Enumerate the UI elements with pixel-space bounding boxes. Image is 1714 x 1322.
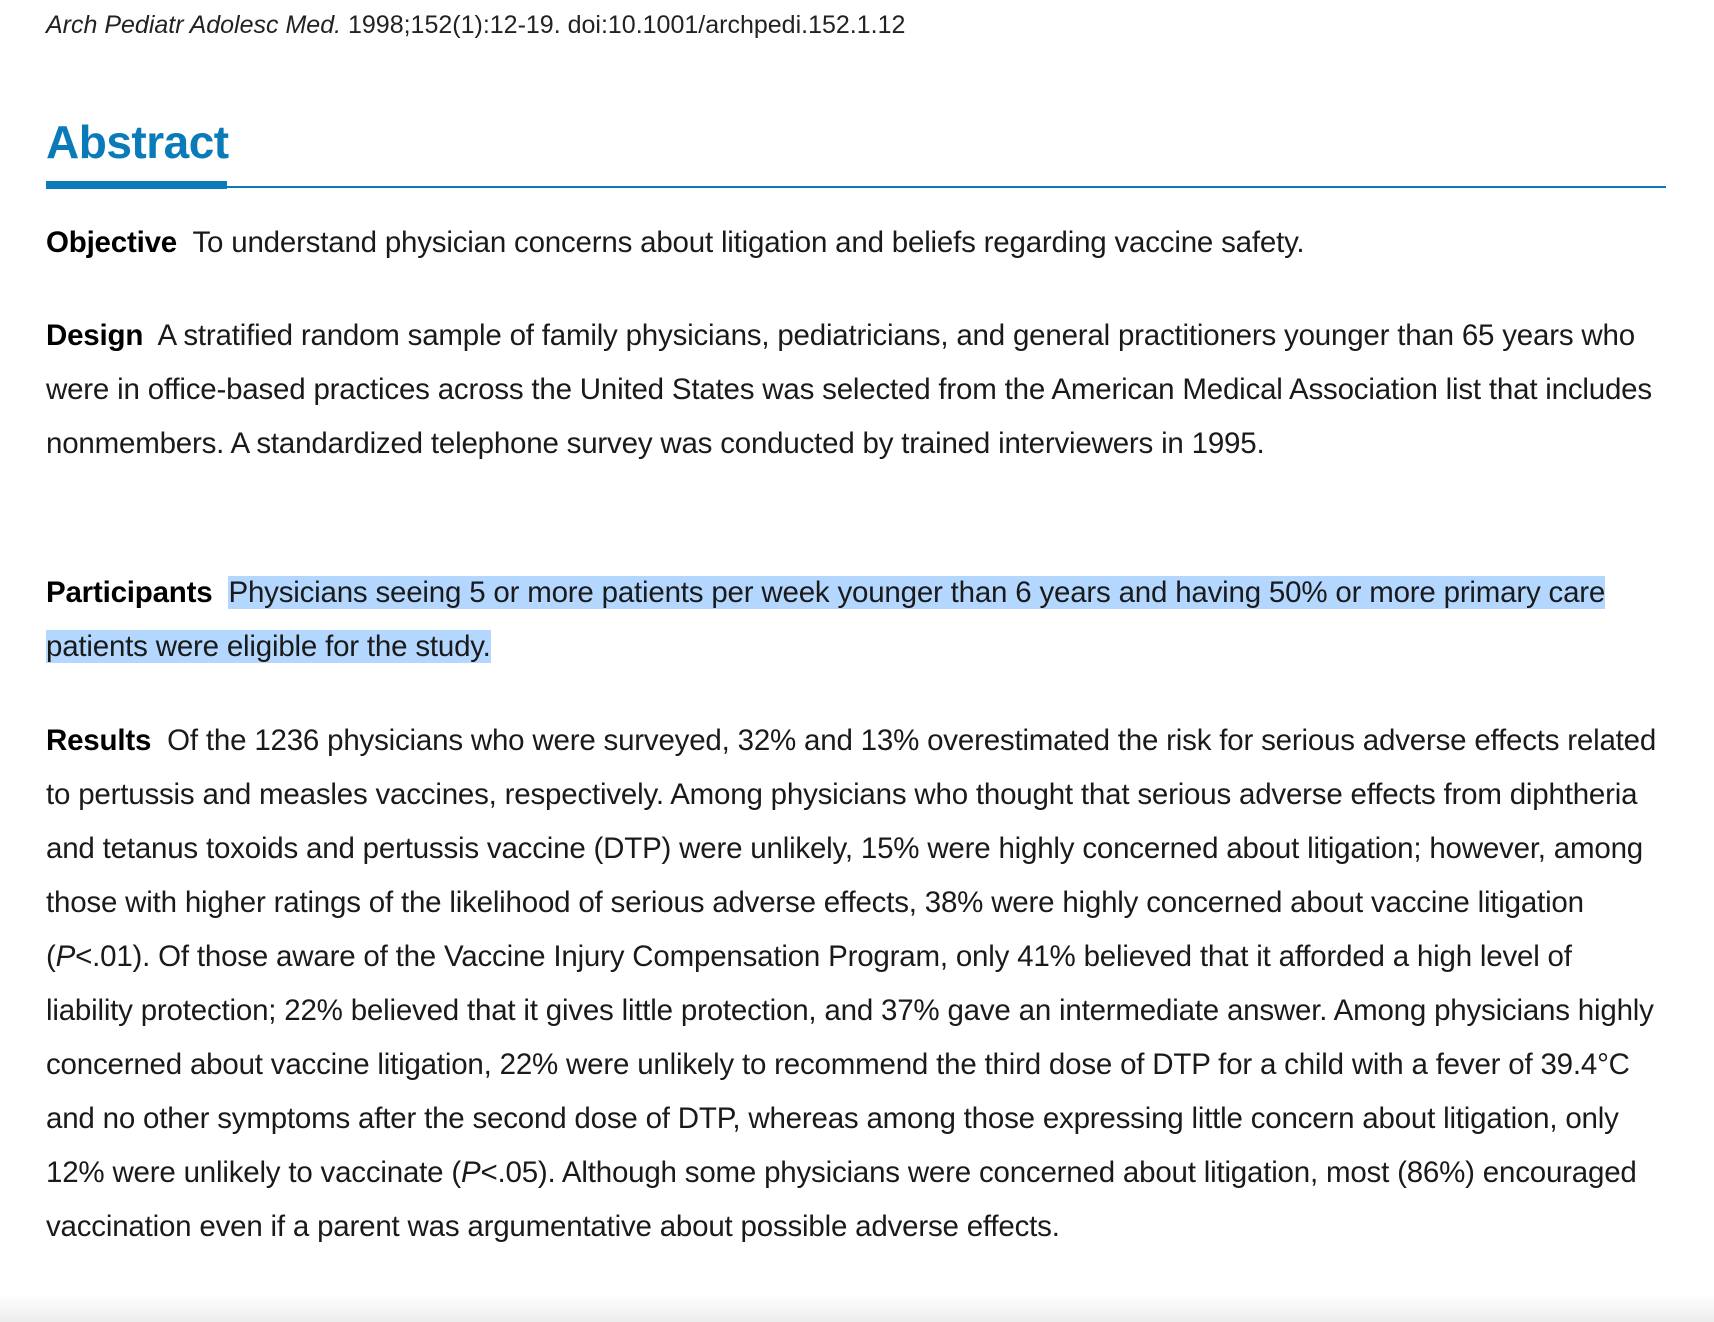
- section-label-results: Results: [46, 724, 152, 757]
- section-label-objective: Objective: [46, 226, 178, 259]
- abstract-title: Abstract: [46, 116, 229, 168]
- section-text-results-2: <.01). Of those aware of the Vaccine Injury Compensation Program, only 41% believed that it afforded a high level of liability protection; 22% believed that it gives little protection, and 37% gave an intermediate answer. Among physicians highly concerned about vaccine litigation, 22% were unlikely to recommend the third dose of DTP for a child with a fever of 39.4°C and no other symptoms after the second dose of DTP, whereas among those expressing little concern about litigation, only 12% were unlikely to vaccinate (: [46, 940, 1654, 1189]
- section-objective: [46, 216, 1666, 270]
- p-value-symbol-2: P: [461, 1156, 481, 1189]
- section-design: [46, 309, 1666, 471]
- section-label-design: Design: [46, 319, 144, 352]
- section-results: [46, 714, 1666, 1254]
- abstract-header: [46, 114, 1666, 190]
- section-label-participants: Participants: [46, 576, 213, 609]
- section-text-results-1: Of the 1236 physicians who were surveyed, 32% and 13% overestimated the risk for serious adverse effects related to pertussis and measles vaccines, respectively. Among physicians who thought that serious adverse effects from diphtheria and tetanus toxoids and pertussis vaccine (DTP) were unlikely, 15% were highly concerned about litigation; however, among those with higher ratings of the likelihood of serious adverse effects, 38% were highly concerned about vaccine litigation (: [46, 724, 1657, 973]
- section-text-design: A stratified random sample of family physicians, pediatricians, and general practitioners younger than 65 years who were in office-based practices across the United States was selected from the American Medical Association list that includes nonmembers. A standardized telephone survey was conducted by trained interviewers in 1995.: [46, 319, 1652, 460]
- abstract-rule: [46, 186, 1666, 188]
- section-participants: [46, 566, 1666, 674]
- journal-name: Arch Pediatr Adolesc Med.: [46, 11, 342, 39]
- section-text-objective: To understand physician concerns about litigation and beliefs regarding vaccine safety.: [192, 226, 1305, 259]
- citation-details[interactable]: 1998;152(1):12-19. doi:10.1001/archpedi.152.1.12: [341, 11, 906, 39]
- scroll-fade: [0, 1294, 1714, 1322]
- citation-line: [46, 11, 905, 40]
- section-text-results-3: <.05). Although some physicians were concerned about litigation, most (86%) encouraged vaccination even if a parent was argumentative about possible adverse effects.: [46, 1156, 1637, 1243]
- p-value-symbol-1: P: [55, 940, 76, 973]
- selected-text-participants: Physicians seeing 5 or more patients per week younger than 6 years and having 50% or more primary care patients were eligible for the study.: [46, 576, 1606, 663]
- abstract-rule-accent: [46, 181, 227, 189]
